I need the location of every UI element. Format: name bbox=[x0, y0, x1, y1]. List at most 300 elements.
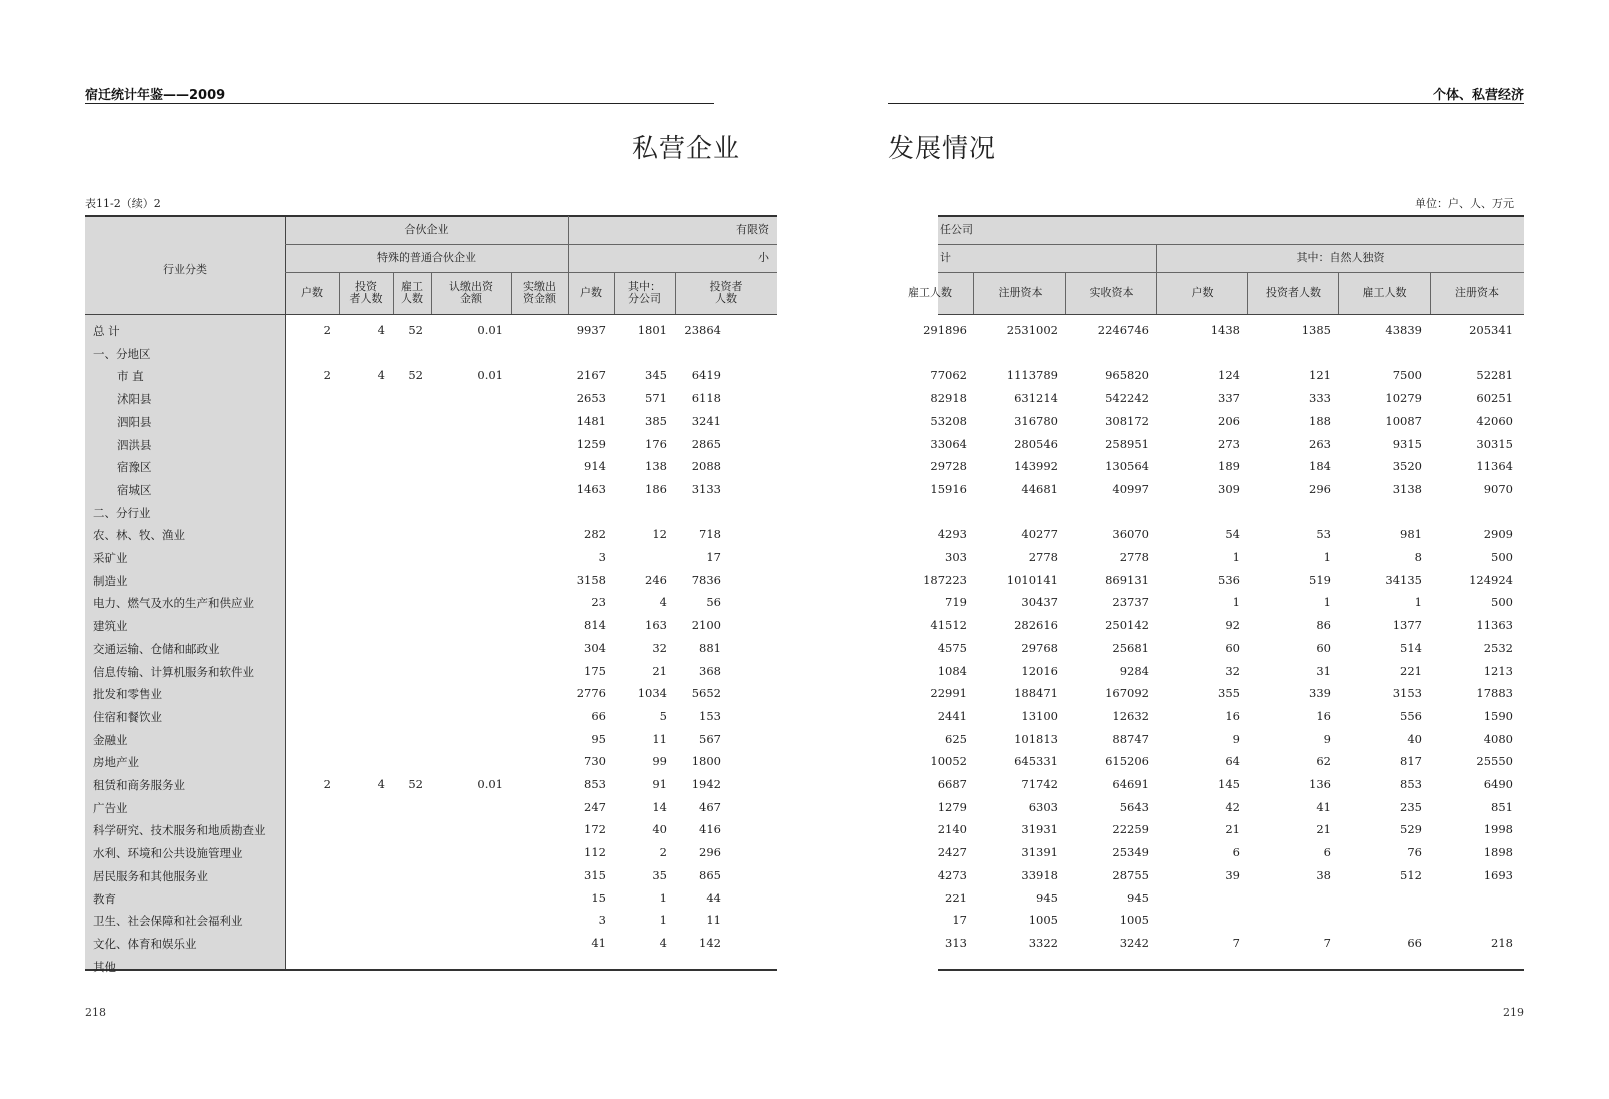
row-label: 其他 bbox=[93, 959, 116, 974]
table-cell: 4 bbox=[659, 935, 667, 950]
table-cell: 1 bbox=[1323, 595, 1331, 610]
table-cell: 22991 bbox=[930, 686, 967, 701]
column-header-left: 投资 者人数 bbox=[349, 280, 383, 305]
column-header-left: 其中： 分公司 bbox=[628, 280, 661, 305]
table-cell: 1385 bbox=[1301, 323, 1331, 337]
table-cell: 1 bbox=[1414, 595, 1422, 610]
table-cell: 542242 bbox=[1105, 391, 1149, 406]
table-cell: 33918 bbox=[1021, 867, 1058, 882]
row-label: 住宿和餐饮业 bbox=[93, 709, 162, 724]
table-cell: 1377 bbox=[1392, 618, 1422, 633]
table-cell: 32 bbox=[1225, 663, 1240, 678]
table-cell: 62 bbox=[1316, 754, 1331, 769]
table-cell: 416 bbox=[699, 822, 721, 837]
table-cell: 64 bbox=[1225, 754, 1240, 769]
table-cell: 188471 bbox=[1014, 686, 1058, 701]
row-label: 房地产业 bbox=[93, 755, 139, 770]
table-cell: 4293 bbox=[937, 527, 967, 542]
table-cell: 4080 bbox=[1483, 731, 1513, 746]
page-number-right: 219 bbox=[1503, 1006, 1524, 1019]
table-cell: 2427 bbox=[937, 845, 967, 860]
table-cell: 43839 bbox=[1385, 323, 1422, 337]
table-cell: 1 bbox=[659, 890, 667, 905]
row-label: 农、林、牧、渔业 bbox=[93, 528, 185, 543]
table-cell: 3158 bbox=[576, 572, 606, 587]
table-cell: 175 bbox=[584, 663, 606, 678]
table-cell: 625 bbox=[945, 731, 967, 746]
table-cell: 6 bbox=[1232, 845, 1240, 860]
table-cell: 2776 bbox=[576, 686, 606, 701]
table-cell: 851 bbox=[1491, 799, 1513, 814]
table-cell: 730 bbox=[584, 754, 606, 769]
table-cell: 9 bbox=[1323, 731, 1331, 746]
table-cell: 282616 bbox=[1014, 618, 1058, 633]
table-cell: 945 bbox=[1036, 890, 1058, 905]
table-cell: 316780 bbox=[1014, 413, 1058, 428]
table-cell: 9070 bbox=[1483, 481, 1513, 496]
table-cell: 2140 bbox=[937, 822, 967, 837]
head-rule-right bbox=[888, 103, 1524, 104]
column-header-left: 雇工 人数 bbox=[401, 280, 423, 305]
table-cell: 41512 bbox=[930, 618, 967, 633]
table-cell: 205341 bbox=[1469, 323, 1513, 337]
table-cell: 2 bbox=[323, 323, 331, 337]
row-label: 总 计 bbox=[93, 324, 120, 338]
table-cell: 2909 bbox=[1483, 527, 1513, 542]
table-cell: 34135 bbox=[1385, 572, 1422, 587]
table-cell: 12 bbox=[652, 527, 667, 542]
table-cell: 313 bbox=[945, 935, 967, 950]
table-cell: 42 bbox=[1225, 799, 1240, 814]
table-cell: 8 bbox=[1414, 550, 1422, 564]
table-cell: 92 bbox=[1225, 618, 1240, 633]
row-label: 文化、体育和娱乐业 bbox=[93, 936, 197, 951]
table-cell: 1259 bbox=[576, 436, 606, 451]
table-cell: 0.01 bbox=[477, 368, 503, 383]
table-cell: 345 bbox=[645, 368, 667, 383]
header-small-right: 计 bbox=[940, 251, 951, 264]
table-cell: 64691 bbox=[1112, 777, 1149, 791]
table-cell: 1010141 bbox=[1006, 572, 1058, 587]
row-label: 一、分地区 bbox=[93, 346, 151, 361]
table-cell: 500 bbox=[1491, 550, 1513, 564]
table-cell: 5652 bbox=[691, 686, 721, 701]
table-cell: 21 bbox=[652, 663, 667, 678]
table-cell: 95 bbox=[591, 731, 606, 746]
header-rule-2-right bbox=[938, 272, 1524, 273]
table-cell: 339 bbox=[1309, 686, 1331, 701]
table-cell: 4 bbox=[659, 595, 667, 610]
table-cell: 4273 bbox=[937, 867, 967, 882]
title-left: 私营企业 bbox=[632, 134, 741, 164]
table-cell: 3138 bbox=[1392, 481, 1422, 496]
column-header-left: 户数 bbox=[580, 286, 602, 299]
table-cell: 76 bbox=[1407, 845, 1422, 860]
table-cell: 124 bbox=[1218, 368, 1240, 383]
table-cell: 3241 bbox=[691, 413, 721, 428]
table-cell: 142 bbox=[699, 935, 721, 950]
table-cell: 188 bbox=[1309, 413, 1331, 428]
table-cell: 77062 bbox=[930, 368, 967, 383]
table-cell: 1 bbox=[659, 913, 667, 928]
table-cell: 167092 bbox=[1105, 686, 1149, 701]
table-cell: 247 bbox=[584, 799, 606, 814]
table-cell: 235 bbox=[1400, 799, 1422, 814]
header-rule-2-left bbox=[285, 272, 777, 273]
table-cell: 15 bbox=[591, 890, 606, 905]
table-cell: 1800 bbox=[691, 754, 721, 769]
table-cell: 186 bbox=[645, 481, 667, 496]
table-cell: 280546 bbox=[1014, 436, 1058, 451]
table-cell: 385 bbox=[645, 413, 667, 428]
row-label: 租赁和商务服务业 bbox=[93, 778, 185, 792]
table-cell: 6419 bbox=[691, 368, 721, 383]
table-cell: 12016 bbox=[1021, 663, 1058, 678]
column-header-left: 认缴出资 金额 bbox=[449, 280, 493, 305]
table-cell: 30315 bbox=[1476, 436, 1513, 451]
header-partnership: 合伙企业 bbox=[404, 223, 449, 236]
table-cell: 16 bbox=[1316, 708, 1331, 723]
table-cell: 52 bbox=[408, 777, 423, 791]
title-right: 发展情况 bbox=[888, 134, 997, 164]
table-cell: 38 bbox=[1316, 867, 1331, 882]
table-cell: 500 bbox=[1491, 595, 1513, 610]
table-top-rule-right bbox=[938, 215, 1524, 217]
table-cell: 6 bbox=[1323, 845, 1331, 860]
stub-header: 行业分类 bbox=[163, 263, 207, 276]
running-head-left: 宿迁统计年鉴——2009 bbox=[85, 88, 226, 103]
table-cell: 1463 bbox=[576, 481, 606, 496]
table-cell: 1213 bbox=[1483, 663, 1513, 678]
table-cell: 881 bbox=[699, 640, 721, 655]
table-cell: 221 bbox=[945, 890, 967, 905]
table-cell: 304 bbox=[584, 640, 606, 655]
table-cell: 309 bbox=[1218, 481, 1240, 496]
table-bottom-rule-left bbox=[85, 969, 777, 971]
table-cell: 4 bbox=[377, 777, 385, 791]
table-cell: 3 bbox=[598, 913, 606, 928]
table-cell: 631214 bbox=[1014, 391, 1058, 406]
table-cell: 121 bbox=[1309, 368, 1331, 383]
table-cell: 2246746 bbox=[1097, 323, 1149, 337]
table-cell: 1005 bbox=[1028, 913, 1058, 928]
table-cell: 130564 bbox=[1105, 459, 1149, 474]
table-cell: 718 bbox=[699, 527, 721, 542]
table-cell: 40 bbox=[1407, 731, 1422, 746]
column-header-left: 实缴出 资金额 bbox=[523, 280, 556, 305]
table-cell: 536 bbox=[1218, 572, 1240, 587]
table-cell: 2778 bbox=[1119, 550, 1149, 564]
table-cell: 41 bbox=[591, 935, 606, 950]
table-cell: 2088 bbox=[691, 459, 721, 474]
row-label: 居民服务和其他服务业 bbox=[93, 868, 208, 883]
table-cell: 60 bbox=[1225, 640, 1240, 655]
table-cell: 7836 bbox=[691, 572, 721, 587]
table-cell: 0.01 bbox=[477, 777, 503, 791]
table-cell: 3133 bbox=[691, 481, 721, 496]
table-cell: 368 bbox=[699, 663, 721, 678]
unit-label: 单位：户、人、万元 bbox=[1415, 197, 1514, 210]
table-cell: 206 bbox=[1218, 413, 1240, 428]
table-cell: 965820 bbox=[1105, 368, 1149, 383]
table-cell: 1998 bbox=[1483, 822, 1513, 837]
header-rule-1-left bbox=[285, 244, 777, 245]
table-cell: 41 bbox=[1316, 799, 1331, 814]
table-cell: 17 bbox=[706, 550, 721, 564]
table-cell: 5 bbox=[659, 708, 667, 723]
column-header-right: 户数 bbox=[1191, 286, 1214, 299]
table-cell: 9284 bbox=[1119, 663, 1149, 678]
table-cell: 44 bbox=[706, 890, 721, 905]
table-cell: 571 bbox=[645, 391, 667, 406]
table-cell: 82918 bbox=[930, 391, 967, 406]
table-cell: 36070 bbox=[1112, 527, 1149, 542]
table-cell: 519 bbox=[1309, 572, 1331, 587]
table-cell: 218 bbox=[1491, 935, 1513, 950]
table-cell: 1898 bbox=[1483, 845, 1513, 860]
row-label: 宿城区 bbox=[117, 482, 152, 497]
table-cell: 7500 bbox=[1392, 368, 1422, 383]
table-cell: 9937 bbox=[576, 323, 606, 337]
column-header-right: 注册资本 bbox=[998, 286, 1043, 299]
row-label: 制造业 bbox=[93, 573, 128, 588]
table-cell: 91 bbox=[652, 777, 667, 791]
page-number-left: 218 bbox=[85, 1006, 106, 1019]
table-cell: 86 bbox=[1316, 618, 1331, 633]
table-cell: 3242 bbox=[1119, 935, 1149, 950]
table-cell: 23864 bbox=[684, 323, 721, 337]
header-special-partnership: 特殊的普通合伙企业 bbox=[377, 251, 476, 264]
table-cell: 29768 bbox=[1021, 640, 1058, 655]
header-llc-right: 任公司 bbox=[940, 223, 973, 236]
header-bottom-rule-left bbox=[85, 314, 777, 315]
table-cell: 246 bbox=[645, 572, 667, 587]
table-cell: 315 bbox=[584, 867, 606, 882]
head-rule-left bbox=[85, 103, 714, 104]
table-cell: 529 bbox=[1400, 822, 1422, 837]
table-cell: 40 bbox=[652, 822, 667, 837]
table-cell: 1693 bbox=[1483, 867, 1513, 882]
row-label: 市 直 bbox=[117, 369, 144, 384]
table-cell: 25349 bbox=[1112, 845, 1149, 860]
row-label: 科学研究、技术服务和地质勘查业 bbox=[93, 823, 266, 838]
table-cell: 308172 bbox=[1105, 413, 1149, 428]
table-cell: 6687 bbox=[937, 777, 967, 791]
row-label: 宿豫区 bbox=[117, 460, 152, 475]
row-label: 沭阳县 bbox=[117, 392, 152, 407]
table-cell: 4 bbox=[377, 323, 385, 337]
table-cell: 66 bbox=[591, 708, 606, 723]
table-cell: 9315 bbox=[1392, 436, 1422, 451]
table-cell: 3153 bbox=[1392, 686, 1422, 701]
running-head-right: 个体、私营经济 bbox=[1432, 88, 1524, 103]
table-cell: 296 bbox=[1309, 481, 1331, 496]
table-cell: 25681 bbox=[1112, 640, 1149, 655]
table-cell: 258951 bbox=[1105, 436, 1149, 451]
table-cell: 184 bbox=[1309, 459, 1331, 474]
table-cell: 1084 bbox=[937, 663, 967, 678]
table-cell: 2532 bbox=[1483, 640, 1513, 655]
table-cell: 32 bbox=[652, 640, 667, 655]
row-label: 交通运输、仓储和邮政业 bbox=[93, 641, 220, 656]
table-cell: 60 bbox=[1316, 640, 1331, 655]
table-cell: 7 bbox=[1323, 935, 1331, 950]
table-cell: 333 bbox=[1309, 391, 1331, 406]
table-cell: 7 bbox=[1232, 935, 1240, 950]
row-label: 采矿业 bbox=[93, 551, 128, 565]
table-cell: 282 bbox=[584, 527, 606, 542]
table-cell: 296 bbox=[699, 845, 721, 860]
table-cell: 1438 bbox=[1210, 323, 1240, 337]
table-cell: 291896 bbox=[923, 323, 967, 337]
row-label: 建筑业 bbox=[93, 619, 128, 634]
table-cell: 2865 bbox=[691, 436, 721, 451]
table-cell: 11 bbox=[652, 731, 667, 746]
table-cell: 14 bbox=[652, 799, 667, 814]
table-cell: 52 bbox=[408, 368, 423, 383]
table-cell: 52 bbox=[408, 323, 423, 337]
table-cell: 467 bbox=[699, 799, 721, 814]
row-label: 泗阳县 bbox=[117, 414, 152, 429]
table-cell: 40997 bbox=[1112, 481, 1149, 496]
table-cell: 1005 bbox=[1119, 913, 1149, 928]
table-cell: 112 bbox=[584, 845, 606, 860]
table-cell: 30437 bbox=[1021, 595, 1058, 610]
table-cell: 31931 bbox=[1021, 822, 1058, 837]
column-header-right: 雇工人数 bbox=[1362, 286, 1407, 299]
column-header-right: 投资者人数 bbox=[1266, 286, 1321, 299]
table-cell: 23737 bbox=[1112, 595, 1149, 610]
row-label: 卫生、社会保障和社会福利业 bbox=[93, 914, 243, 929]
table-cell: 176 bbox=[645, 436, 667, 451]
table-cell: 39 bbox=[1225, 867, 1240, 882]
table-cell: 1279 bbox=[937, 799, 967, 814]
table-cell: 10087 bbox=[1385, 413, 1422, 428]
table-cell: 29728 bbox=[930, 459, 967, 474]
table-cell: 71742 bbox=[1021, 777, 1058, 791]
table-cell: 56 bbox=[706, 595, 721, 610]
table-cell: 945 bbox=[1127, 890, 1149, 905]
table-cell: 53 bbox=[1316, 527, 1331, 542]
header-band-right bbox=[938, 216, 1524, 314]
table-cell: 981 bbox=[1400, 527, 1422, 542]
table-label: 表11-2（续）2 bbox=[85, 197, 161, 210]
header-rule-1-right bbox=[938, 244, 1524, 245]
table-cell: 355 bbox=[1218, 686, 1240, 701]
table-cell: 124924 bbox=[1469, 572, 1513, 587]
table-cell: 1 bbox=[1232, 595, 1240, 610]
table-cell: 99 bbox=[652, 754, 667, 769]
table-cell: 303 bbox=[945, 550, 967, 564]
header-bottom-rule-right bbox=[938, 314, 1524, 315]
table-cell: 6303 bbox=[1028, 799, 1058, 814]
table-cell: 615206 bbox=[1105, 754, 1149, 769]
table-cell: 719 bbox=[945, 595, 967, 610]
table-cell: 337 bbox=[1218, 391, 1240, 406]
table-cell: 25550 bbox=[1476, 754, 1513, 769]
table-cell: 2167 bbox=[576, 368, 606, 383]
column-header-right: 注册资本 bbox=[1455, 286, 1499, 299]
column-header-right: 实收资本 bbox=[1089, 286, 1134, 299]
table-cell: 2778 bbox=[1028, 550, 1058, 564]
table-cell: 10279 bbox=[1385, 391, 1422, 406]
table-cell: 88747 bbox=[1112, 731, 1149, 746]
table-cell: 6118 bbox=[691, 391, 721, 406]
table-cell: 16 bbox=[1225, 708, 1240, 723]
table-cell: 567 bbox=[699, 731, 721, 746]
table-cell: 1 bbox=[1232, 550, 1240, 564]
table-cell: 1113789 bbox=[1006, 368, 1058, 383]
table-cell: 28755 bbox=[1112, 867, 1149, 882]
table-cell: 42060 bbox=[1476, 413, 1513, 428]
table-cell: 2 bbox=[323, 368, 331, 383]
table-cell: 6490 bbox=[1483, 777, 1513, 791]
table-cell: 3322 bbox=[1028, 935, 1058, 950]
table-cell: 21 bbox=[1225, 822, 1240, 837]
table-cell: 2441 bbox=[937, 708, 967, 723]
table-cell: 2531002 bbox=[1006, 323, 1058, 337]
table-cell: 53208 bbox=[930, 413, 967, 428]
table-cell: 21 bbox=[1316, 822, 1331, 837]
table-cell: 163 bbox=[645, 618, 667, 633]
table-cell: 33064 bbox=[930, 436, 967, 451]
table-cell: 1942 bbox=[691, 777, 721, 791]
table-cell: 853 bbox=[584, 777, 606, 791]
table-cell: 9 bbox=[1232, 731, 1240, 746]
table-cell: 1590 bbox=[1483, 708, 1513, 723]
table-cell: 101813 bbox=[1014, 731, 1058, 746]
table-cell: 2100 bbox=[691, 618, 721, 633]
row-label: 二、分行业 bbox=[93, 505, 151, 520]
table-cell: 22259 bbox=[1112, 822, 1149, 837]
table-cell: 814 bbox=[584, 618, 606, 633]
table-cell: 40277 bbox=[1021, 527, 1058, 542]
table-top-rule-left bbox=[85, 215, 777, 217]
table-cell: 138 bbox=[645, 459, 667, 474]
table-cell: 512 bbox=[1400, 867, 1422, 882]
table-bottom-rule-right bbox=[938, 969, 1524, 971]
table-cell: 187223 bbox=[923, 572, 967, 587]
table-cell: 250142 bbox=[1105, 618, 1149, 633]
table-cell: 273 bbox=[1218, 436, 1240, 451]
table-cell: 1 bbox=[1323, 550, 1331, 564]
table-cell: 11363 bbox=[1476, 618, 1513, 633]
table-cell: 23 bbox=[591, 595, 606, 610]
table-cell: 1481 bbox=[576, 413, 606, 428]
table-cell: 2 bbox=[323, 777, 331, 791]
table-cell: 66 bbox=[1407, 935, 1422, 950]
row-label: 水利、环境和公共设施管理业 bbox=[93, 846, 243, 861]
row-label: 金融业 bbox=[93, 732, 128, 747]
table-cell: 817 bbox=[1400, 754, 1422, 769]
row-label: 广告业 bbox=[93, 800, 128, 815]
table-cell: 136 bbox=[1309, 777, 1331, 791]
table-cell: 15916 bbox=[930, 481, 967, 496]
row-label: 教育 bbox=[93, 891, 116, 906]
column-header-left: 投资者 人数 bbox=[709, 280, 743, 305]
table-cell: 221 bbox=[1400, 663, 1422, 678]
table-cell: 4 bbox=[377, 368, 385, 383]
column-header-right: 雇工人数 bbox=[908, 286, 952, 299]
row-label: 信息传输、计算机服务和软件业 bbox=[93, 664, 254, 679]
table-cell: 11364 bbox=[1476, 459, 1513, 474]
table-cell: 17 bbox=[952, 913, 967, 928]
table-cell: 13100 bbox=[1021, 708, 1058, 723]
header-llc-left: 有限资 bbox=[736, 223, 769, 236]
table-cell: 44681 bbox=[1021, 481, 1058, 496]
table-cell: 0.01 bbox=[477, 323, 503, 337]
table-cell: 153 bbox=[699, 708, 721, 723]
